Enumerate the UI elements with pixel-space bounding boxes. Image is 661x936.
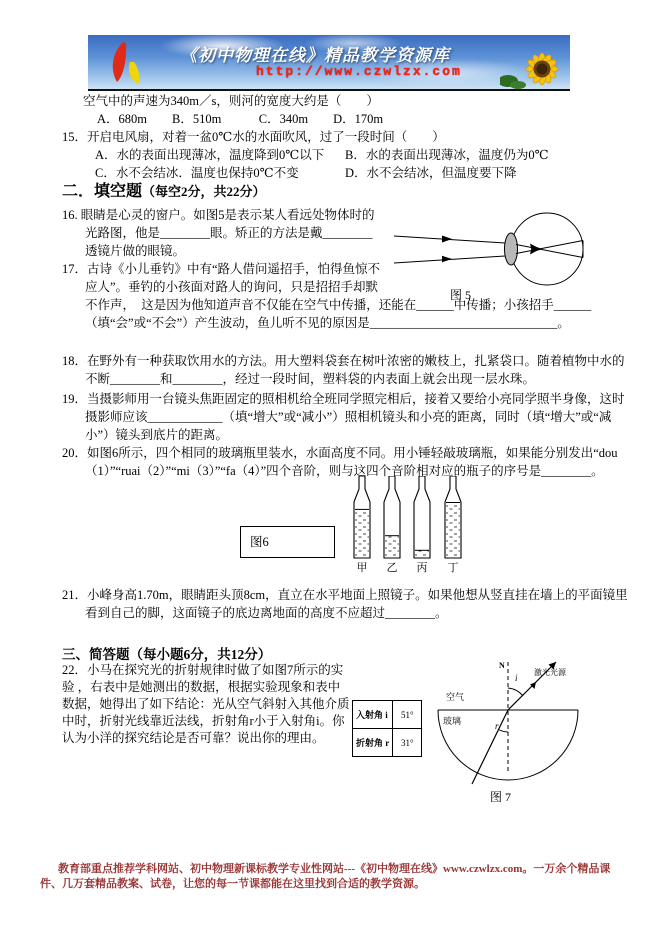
q22-text: 22．小马在探究光的折射规律时做了如图7所示的实验 ，右表中是她测出的数据，根据实验现象和表中数据，她得出了如下结论：光从空气斜射入其他介质中时，折射光线靠近法线，折射角r小于入射角i。你认为小洋的探究结论是否可靠？说出你的理由。 <box>62 663 350 745</box>
svg-text:空气: 空气 <box>446 692 465 702</box>
section3-heading <box>62 643 271 664</box>
banner-url-link[interactable]: http://www.czwlzx.com <box>256 64 462 79</box>
banner-title: 《初中物理在线》精品教学资源库 <box>180 46 450 65</box>
q15-options-row1 <box>62 146 607 164</box>
svg-text:玻璃: 玻璃 <box>443 716 462 726</box>
section2-note: （每空2分，共22分） <box>142 184 266 199</box>
site-logo-icon <box>104 40 146 86</box>
section2-heading <box>62 178 266 201</box>
table-cell-value: 31° <box>393 729 422 757</box>
section3-note: （每小题6分，共12分） <box>129 647 272 662</box>
fig6-caption-box <box>240 526 335 558</box>
bottle-bing <box>414 476 430 574</box>
sunflower-icon <box>500 47 566 89</box>
eye-diagram-icon <box>392 210 614 288</box>
q21-text: 21．小峰身高1.70m，眼睛距头顶8cm，直立在水平地面上照镜子。如果他想从竖直挂在墙上的平面镜里看到自己的脚，这面镜子的底边离地面的高度不应超过________。 <box>62 588 628 620</box>
table-cell-label: 入射角 i <box>353 701 393 729</box>
section3-title: 三、简答题 <box>62 647 130 662</box>
q17-text: 17．古诗《小儿垂钓》中有“路人借问遥招手，怕得鱼惊不应人”。垂钓的小孩面对路人的询问，只是招招手却默不作声， 这是因为他知道声音不仅能在空气中传播，还能在______中传播；小孩招手______（填“会”或“不会”）产生波动，鱼儿听不见的原因是______________________________。 <box>62 262 592 330</box>
q20-text: 20．如图6所示，四个相同的玻璃瓶里装水，水面高度不同。用小锤轻敲玻璃瓶，如果能分别发出“dou（1）”“ruai（2）”“mi（3）”“fa（4）”四个音阶，则与这四个音阶相对应的瓶子的序号是________。 <box>62 446 618 478</box>
q16-text: 16. 眼睛是心灵的窗户。如图5是表示某人看远处物体时的光路图，他是________眼。矫正的方法是戴________透镜片做的眼镜。 <box>62 208 375 258</box>
refraction-diagram-icon <box>418 656 593 788</box>
bottles-diagram-icon <box>350 476 478 576</box>
svg-text:N: N <box>499 661 505 670</box>
q15-option-b: B．水的表面出现薄冰，温度仍为0℃ <box>345 148 549 162</box>
svg-text:r: r <box>495 721 499 731</box>
figure7 <box>418 656 598 806</box>
q18-text: 18．在野外有一种获取饮用水的方法。用大塑料袋套在树叶浓密的嫩枝上，扎紧袋口。随着植物中水的不断________和________，经过一段时间，塑料袋的内表面上就会出现一层水珠。 <box>62 354 625 386</box>
q15-option-c: C．水不会结冰．温度也保持0℃不变 <box>95 166 299 180</box>
q15-stem: 15．开启电风扇，对着一盆0℃水的水面吹风，过了一段时间（ ） <box>62 130 445 144</box>
svg-text:丁: 丁 <box>447 562 459 574</box>
bottle-yi <box>384 476 400 574</box>
fig7-caption: 图 7 <box>490 790 512 804</box>
bottle-ding <box>445 476 461 574</box>
site-banner <box>88 35 570 91</box>
footer-text: 教育部重点推荐学科网站、初中物理新课标教学专业性网站---《初中物理在线》www.czwlzx.com。一万余个精品课件、几万套精品教案、试卷，让您的每一节课都能在这里找到合适的教学资源。 <box>40 863 611 890</box>
q14-continuation: 空气中的声速为340m／s，则河的宽度大约是（ ） <box>83 94 379 108</box>
choice-section <box>62 92 607 182</box>
table-cell-value: 51° <box>393 701 422 729</box>
svg-text:乙: 乙 <box>386 562 398 574</box>
table-row <box>353 701 422 729</box>
fig6-caption: 图6 <box>250 535 269 549</box>
q15-option-d: D．水不会结冰，但温度要下降 <box>345 166 517 180</box>
fig5-caption: 图 5 <box>450 288 472 302</box>
q22-data-table <box>352 700 422 757</box>
svg-text:丙: 丙 <box>416 562 428 574</box>
section2-title: 二．填空题 <box>62 183 143 200</box>
svg-text:激光光源: 激光光源 <box>534 668 566 677</box>
q15-option-a: A．水的表面出现薄冰，温度降到0℃以下 <box>95 148 325 162</box>
q19-text: 19．当摄影师用一台镜头焦距固定的照相机给全班同学照完相后，接着又要给小亮同学照半身像，这时摄影师应该____________（填“增大”或“减小”）照相机镜头和小亮的距离，同时（填“增大”或“减小”）镜头到底片的距离。 <box>62 392 625 442</box>
table-cell-label: 折射角 r <box>353 729 393 757</box>
q14-options: A．680m B．510m C．340m D．170m <box>97 112 384 126</box>
table-row <box>353 729 422 757</box>
svg-text:甲: 甲 <box>356 562 368 574</box>
bottle-jia <box>354 476 370 574</box>
figure5 <box>392 210 614 304</box>
svg-text:i: i <box>515 673 518 683</box>
